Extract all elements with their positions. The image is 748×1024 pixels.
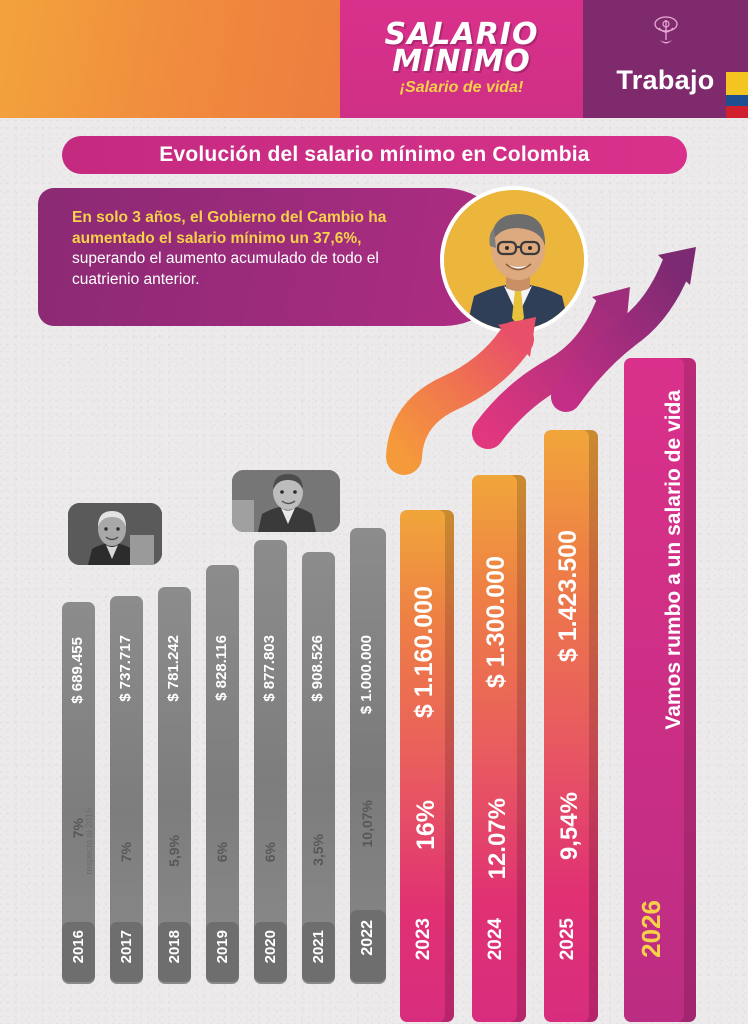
bar-note-2016: respecto al 2015 — [84, 808, 94, 875]
bar-year-2024: 2024 — [485, 918, 506, 961]
callout-rest-text: superando el aumento acumulado de todo el cuatrienio anterior. — [72, 250, 379, 288]
santos-portrait-illustration — [68, 503, 162, 565]
bar-pct-2023: 16% — [412, 800, 440, 851]
bar-value-2024: $ 1.300.000 — [482, 556, 510, 689]
santos-portrait — [68, 503, 162, 565]
bar-value-2018: $ 781.242 — [165, 635, 182, 702]
logo-salario-text: SALARIO — [384, 17, 539, 52]
bar-pct-2022: 10,07% — [359, 800, 375, 848]
bar-slogan-2026: Vamos rumbo a un salario de vida — [662, 390, 685, 730]
bar-pct-2020: 6% — [262, 842, 278, 863]
bar-value-2021: $ 908.526 — [309, 635, 326, 702]
header-orange-block — [0, 0, 340, 118]
bar-year-2018: 2018 — [166, 930, 183, 964]
bar-value-2020: $ 877.803 — [261, 635, 278, 702]
bar-value-2025: $ 1.423.500 — [554, 530, 582, 663]
bar-pct-2017: 7% — [118, 842, 134, 863]
bar-pct-2016: 7% — [70, 818, 86, 839]
bar-year-2017: 2017 — [118, 930, 135, 964]
header-logo-block — [340, 0, 583, 118]
callout-bold-text: En solo 3 años, el Gobierno del Cambio ha aumentado el salario mínimo un 37,6%, — [72, 209, 387, 247]
colombia-flag-icon — [726, 72, 748, 118]
bar-value-2016: $ 689.455 — [69, 637, 86, 704]
bar-year-2019: 2019 — [214, 930, 231, 964]
bar-pct-2024: 12.07% — [484, 798, 511, 880]
header-ministry-block — [583, 0, 748, 118]
bar-year-2016: 2016 — [70, 930, 87, 964]
logo-minimo-text: MÍNIMO — [392, 43, 531, 79]
bar-2021 — [302, 552, 335, 984]
bar-value-2017: $ 737.717 — [117, 635, 134, 702]
duque-portrait-illustration — [232, 470, 340, 532]
colombia-shield-icon — [646, 14, 686, 50]
callout-text — [72, 208, 393, 290]
bar-year-2025: 2025 — [557, 918, 578, 961]
bar-year-2022: 2022 — [359, 920, 376, 956]
salary-bar-chart — [0, 330, 748, 1024]
bar-year-2023: 2023 — [413, 918, 434, 961]
bar-2020 — [254, 540, 287, 984]
bar-value-2022: $ 1.000.000 — [358, 635, 375, 715]
duque-portrait — [232, 470, 340, 532]
logo-tagline-text: ¡Salario de vida! — [399, 79, 524, 96]
bar-year-2020: 2020 — [262, 930, 279, 964]
bar-year-2021: 2021 — [310, 930, 327, 964]
bar-year-2026: 2026 — [636, 900, 666, 958]
bar-value-2019: $ 828.116 — [213, 635, 230, 701]
bar-value-2023: $ 1.160.000 — [410, 586, 438, 719]
bar-pct-2019: 6% — [214, 842, 230, 863]
page-header — [0, 0, 748, 118]
bar-pct-2025: 9,54% — [556, 792, 583, 861]
page-title — [62, 136, 687, 174]
bar-pct-2018: 5,9% — [166, 835, 182, 867]
ministry-label: Trabajo — [616, 65, 715, 95]
page-title-text: Evolución del salario mínimo en Colombia — [159, 143, 590, 166]
bar-pct-2021: 3,5% — [310, 834, 326, 866]
